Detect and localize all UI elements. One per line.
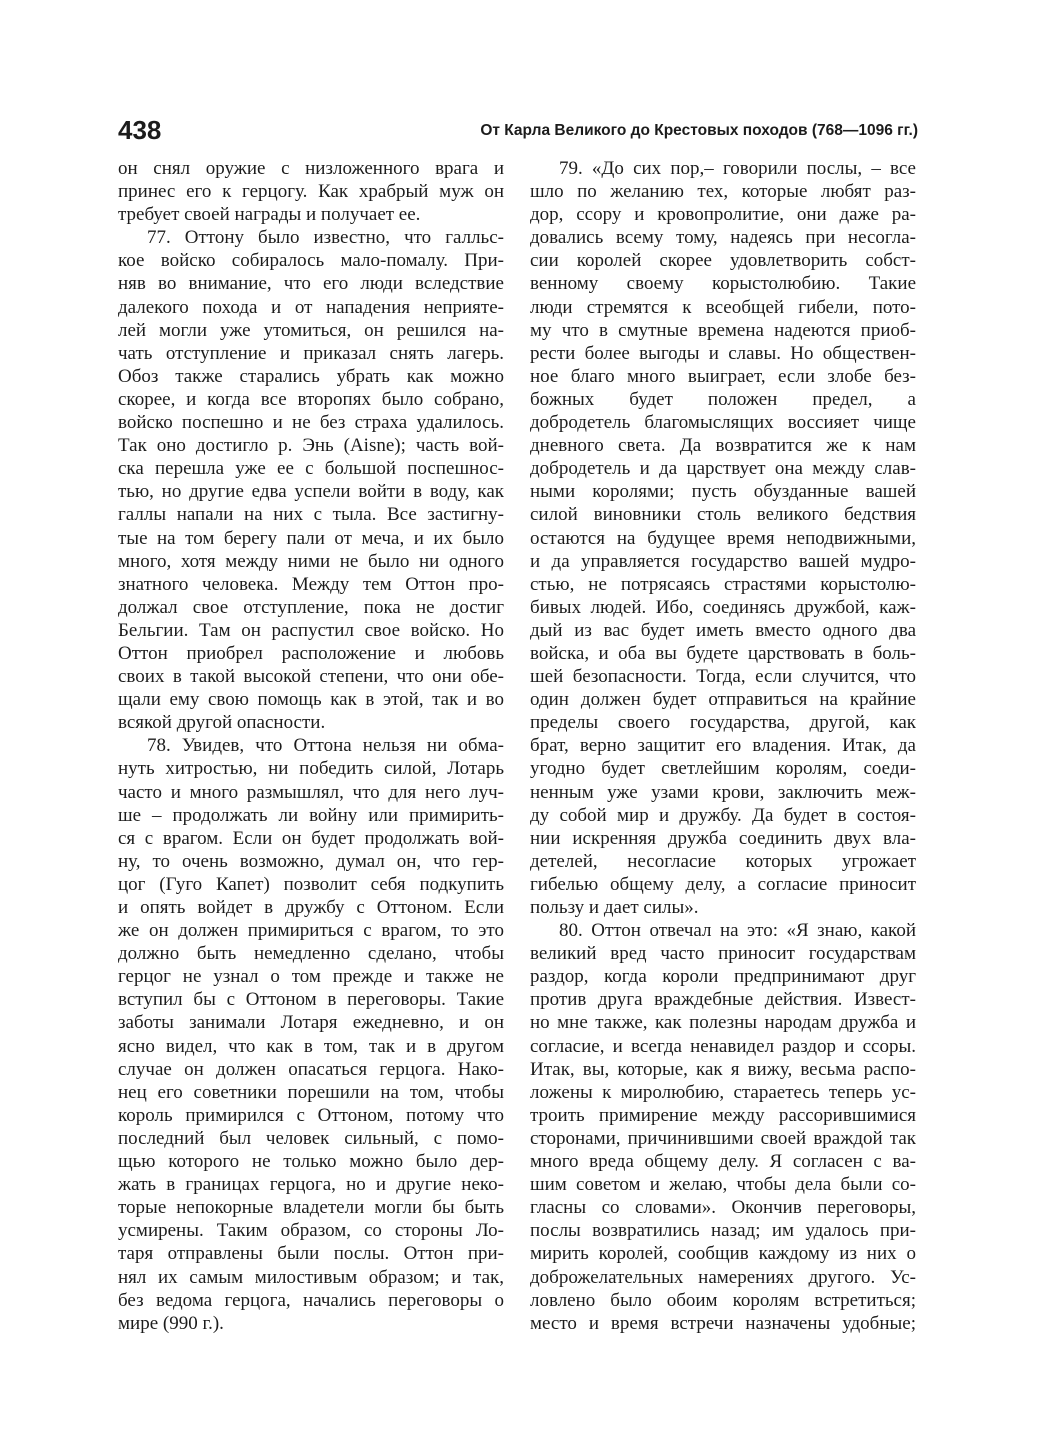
- text-line: усмирены. Таким образом, со стороны Ло-: [118, 1220, 504, 1242]
- text-line: бивых людей. Ибо, соединясь дружбой, каж-: [530, 596, 916, 618]
- text-line: Итак, вы, которые, как я вижу, весьма распо-: [530, 1058, 916, 1080]
- text-line: раздор, когда короли предпринимают друг: [530, 966, 916, 988]
- text-line: щали ему свою помощь как в этой, так и во: [118, 689, 504, 711]
- text-line: добродетель и да царствует она между слав-: [530, 458, 916, 480]
- text-line: добродетель благомыслящих воссияет чище: [530, 412, 916, 434]
- text-line: 77. Оттону было известно, что галльс-: [147, 227, 504, 249]
- text-line: ду собой мир и дружбу. Да будет в состоя-: [530, 804, 916, 826]
- text-line: гибелью общему делу, а согласие приносит: [530, 873, 916, 895]
- text-line: войско поспешно и не без страха удалилось.: [118, 412, 504, 434]
- text-line: угодно будет светлейшим королям, соеди-: [530, 758, 916, 780]
- text-line: шим советом и желаю, чтобы дела были со-: [530, 1174, 916, 1196]
- text-line: ложены к миролюбию, стараетесь теперь ус-: [530, 1081, 916, 1103]
- text-line: нуть хитростью, ни победить силой, Лотарь: [118, 758, 504, 780]
- text-line: стью, не потрясаясь страстями корыстолю-: [530, 573, 916, 595]
- text-line: король примирился с Оттоном, потому что: [118, 1104, 504, 1126]
- text-line: ска перешла уже ее с большой поспешнос-: [118, 458, 504, 480]
- text-line: жать в границах герцога, но и другие неко-: [118, 1174, 504, 1196]
- text-line: шло по желанию тех, которые любят раз-: [530, 181, 916, 203]
- text-line: гласны со словами». Окончив переговоры,: [530, 1197, 916, 1219]
- text-line: тью, но другие едва успели войти в воду, как: [118, 481, 504, 503]
- text-line: должно быть немедленно сделано, чтобы: [118, 943, 504, 965]
- text-line: торые непокорные владетели могли бы быть: [118, 1197, 504, 1219]
- text-line: дор, ссору и кровопролитие, они даже ра-: [530, 204, 916, 226]
- text-line: доброжелательных намерениях другого. Ус-: [530, 1266, 916, 1288]
- text-line: далекого похода и от нападения неприяте-: [118, 296, 504, 318]
- text-line: нии искренняя дружба соединить двух вла-: [530, 827, 916, 849]
- text-line: мирить королей, сообщив каждому из них о: [530, 1243, 916, 1265]
- text-line: чать отступление и приказал снять лагерь.: [118, 342, 504, 364]
- text-line: 80. Оттон отвечал на это: «Я знаю, какой: [559, 920, 916, 942]
- text-line: вступил бы с Оттоном в переговоры. Такие: [118, 989, 504, 1011]
- text-line: нял их самым милостивым образом; и так,: [118, 1266, 504, 1288]
- text-line: няв во внимание, что его люди вследствие: [118, 273, 504, 295]
- text-line: нец его советники порешили на том, чтобы: [118, 1081, 504, 1103]
- text-line: силой виновники столь великого бедствия: [530, 504, 916, 526]
- left-text-column: [118, 157, 504, 1335]
- text-line: всякой другой опасности.: [118, 712, 326, 734]
- text-line: пользу и дает силы».: [530, 897, 699, 918]
- text-line: ну, то очень возможно, думал он, что гер-: [118, 850, 504, 872]
- text-line: 79. «До сих пор,– говорили послы, – все: [559, 158, 916, 179]
- text-line: заботы занимали Лотаря ежедневно, и он: [118, 1012, 504, 1034]
- text-line: таря отправлены были послы. Оттон при-: [118, 1243, 504, 1265]
- page-number: 438: [118, 115, 162, 145]
- text-line: лей могли уже утомиться, он решился на-: [118, 319, 504, 341]
- text-line: должал свое отступление, пока не достиг: [118, 596, 504, 618]
- text-line: божных будет положен предел, а: [530, 388, 916, 410]
- text-line: шей безопасности. Тогда, если случится, что: [530, 666, 916, 688]
- text-line: послы возвратились назад; им удалось при-: [530, 1220, 916, 1242]
- text-line: Так оно достигло р. Энь (Aisne); часть вой-: [118, 435, 504, 457]
- text-line: случае он должен опасаться герцога. Нако-: [118, 1058, 504, 1080]
- text-line: тые на том берегу пали от меча, и их было: [118, 527, 504, 549]
- text-line: и опять войдет в дружбу с Оттоном. Если: [118, 897, 504, 918]
- text-line: цог (Гуго Капет) позволит себя подкупить: [118, 873, 504, 895]
- text-line: люди стремятся к всеобщей гибели, пото-: [530, 296, 916, 318]
- text-line: дневного света. Да возвратится же к нам: [530, 435, 916, 457]
- text-line: Бельгии. Там он распустил свое войско. Но: [118, 619, 504, 641]
- text-line: без ведома герцога, начались переговоры о: [118, 1289, 504, 1311]
- text-line: сии королей скорее удовлетворить собст-: [530, 250, 916, 272]
- text-line: скорее, и когда все второпях было собрано,: [118, 388, 504, 410]
- text-line: брат, верно защитит его владения. Итак, да: [530, 735, 916, 757]
- text-line: мире (990 г.).: [118, 1312, 224, 1334]
- text-line: герцог не узнал о том прежде и также не: [118, 966, 504, 988]
- text-line: остаются на будущее время неподвижными,: [530, 527, 916, 549]
- text-line: принес его к герцогу. Как храбрый муж он: [118, 181, 504, 203]
- text-line: один должен будет отправиться на крайние: [530, 689, 916, 711]
- text-line: ненным уже узами крови, заключить меж-: [530, 781, 916, 803]
- text-line: кое войско собиралось мало-помалу. При-: [118, 250, 504, 272]
- text-line: ными королями; пусть обузданные вашей: [530, 481, 916, 503]
- text-line: довались всему тому, надеясь при несогла-: [530, 227, 916, 249]
- text-line: Обоз также старались убрать как можно: [118, 365, 504, 387]
- text-line: ся с врагом. Если он будет продолжать вой-: [118, 827, 504, 849]
- text-line: знатного человека. Между тем Оттон про-: [118, 573, 504, 595]
- text-line: своих в такой высокой степени, что они обе-: [118, 666, 504, 688]
- text-line: рести более выгоды и славы. Но обществен-: [530, 342, 916, 364]
- text-line: ловлено было обоим королям встретиться;: [530, 1289, 916, 1311]
- text-line: ясно видел, что как в том, так и в другом: [118, 1035, 504, 1057]
- text-line: место и время встречи назначены удобные;: [530, 1312, 916, 1334]
- text-line: пределы своего государства, другой, как: [530, 712, 916, 734]
- text-line: Оттон приобрел расположение и любовь: [118, 642, 504, 664]
- text-line: много вреда общему делу. Я согласен с ва-: [530, 1151, 916, 1173]
- text-line: и да управляется государство вашей мудро-: [530, 550, 916, 572]
- right-text-column: [530, 157, 916, 1335]
- text-line: великий вред часто приносит государствам: [530, 943, 916, 965]
- text-line: ное благо много выиграет, если злобе без-: [530, 365, 916, 387]
- text-line: венному своему корыстолюбию. Такие: [530, 273, 916, 295]
- text-line: но мне также, как полезны народам дружба и: [530, 1012, 916, 1034]
- text-line: дый из вас будет иметь вместо одного два: [530, 619, 916, 641]
- text-line: часто и много размышлял, что для него луч-: [118, 781, 504, 803]
- page-header: [118, 114, 918, 154]
- text-line: последний был человек сильный, с помо-: [118, 1127, 504, 1149]
- text-line: против друга враждебные действия. Извест-: [530, 989, 916, 1011]
- text-line: детелей, несогласие которых угрожает: [530, 850, 916, 872]
- text-line: много, хотя между ними не было ни одного: [118, 550, 504, 572]
- text-line: 78. Увидев, что Оттона нельзя ни обма-: [147, 735, 504, 757]
- text-line: согласие, и всегда ненавидел раздор и ссоры.: [530, 1035, 916, 1057]
- text-line: троить примирение между рассорившимися: [530, 1104, 916, 1126]
- text-line: ше – продолжать ли войну или примирить-: [118, 804, 504, 826]
- text-line: галлы напали на них с тыла. Все застигну-: [118, 504, 504, 526]
- text-line: требует своей награды и получает ее.: [118, 204, 421, 226]
- text-line: войска, и оба вы будете царствовать в боль-: [530, 642, 916, 664]
- text-line: же он должен примириться с врагом, то это: [118, 920, 504, 942]
- text-line: сторонами, причинившими своей враждой так: [530, 1127, 916, 1149]
- text-line: он снял оружие с низложенного врага и: [118, 158, 504, 179]
- text-line: му что в смутные времена надеются приоб-: [530, 319, 916, 341]
- running-title: От Карла Великого до Крестовых походов (768—1096 гг.): [480, 122, 918, 139]
- text-line: щью которого не только можно было дер-: [118, 1151, 504, 1173]
